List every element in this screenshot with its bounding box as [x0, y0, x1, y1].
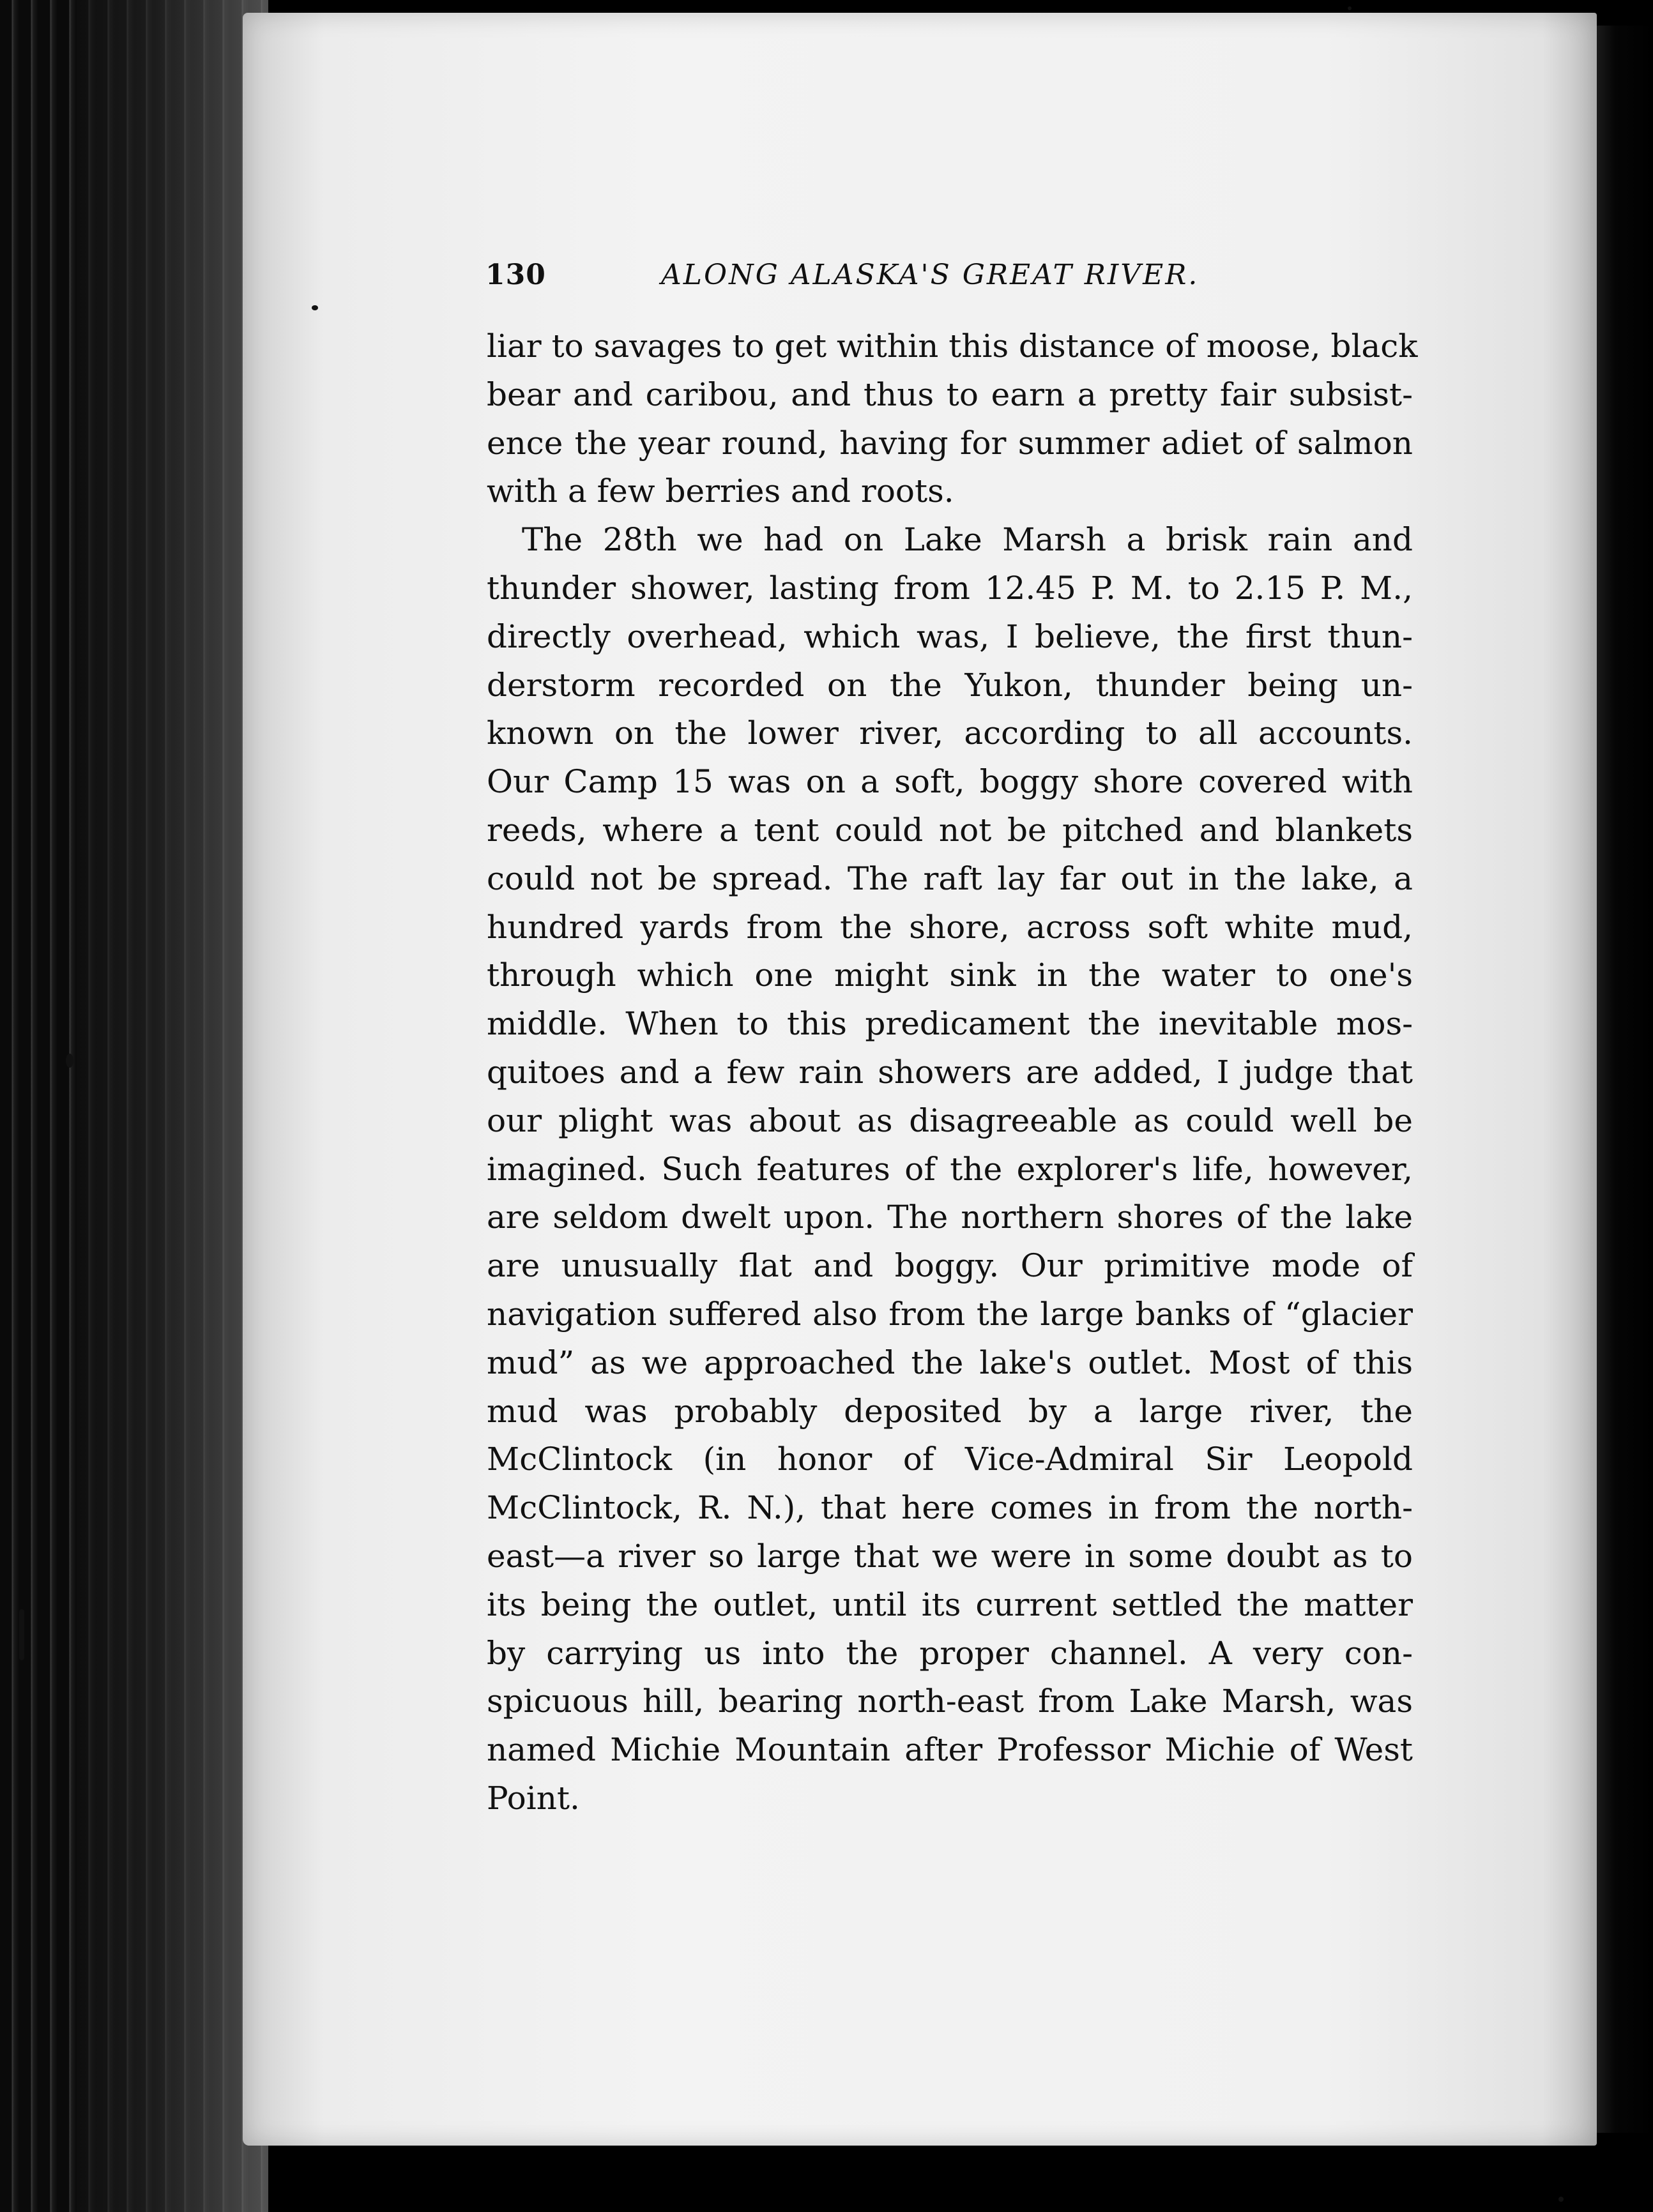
text-line: by carrying us into the proper channel. A very con- — [487, 1634, 1413, 1672]
text-line: our plight was about as disagreeable as could well be — [487, 1102, 1413, 1139]
text-line: mud was probably deposited by a large river, the — [487, 1392, 1413, 1430]
text-line: navigation suffered also from the large banks of “glacier — [487, 1295, 1413, 1333]
text-line: could not be spread. The raft lay far out in the lake, a — [487, 860, 1413, 897]
text-line: with a few berries and roots. — [487, 473, 954, 510]
text-line: The 28th we had on Lake Marsh a brisk rain and — [522, 521, 1413, 559]
text-line: liar to savages to get within this distance of moose, black — [487, 328, 1418, 365]
scan-speck — [1348, 6, 1352, 10]
page-number: 130 — [485, 259, 546, 291]
text-line: Point. — [487, 1779, 580, 1817]
text-line: McClintock, R. N.), that here comes in from the north- — [487, 1489, 1413, 1527]
text-line: Our Camp 15 was on a soft, boggy shore covered with — [487, 763, 1413, 801]
text-line: known on the lower river, according to all accounts. — [487, 715, 1413, 752]
text-line: imagined. Such features of the explorer's life, however, — [487, 1150, 1413, 1188]
text-line: spicuous hill, bearing north-east from Lake Marsh, was — [487, 1683, 1413, 1720]
text-line: through which one might sink in the water to one's — [487, 957, 1413, 994]
text-line: east—a river so large that we were in some doubt as to — [487, 1537, 1413, 1575]
scan-speck — [312, 305, 318, 310]
text-line: McClintock (in honor of Vice-Admiral Sir Leopold — [487, 1441, 1413, 1478]
text-line: directly overhead, which was, I believe, the first thun- — [487, 617, 1413, 655]
text-line: mud” as we approached the lake's outlet. Most of this — [487, 1344, 1413, 1381]
page-edge-stack — [0, 0, 268, 2212]
text-line: its being the outlet, until its current settled the matter — [487, 1586, 1413, 1623]
text-line: are unusually flat and boggy. Our primitive mode of — [487, 1247, 1413, 1285]
text-line: are seldom dwelt upon. The northern shores of the lake — [487, 1199, 1413, 1236]
text-line: ence the year round, having for summer adiet of salmon — [487, 424, 1413, 462]
scan-speck — [1558, 2197, 1564, 2202]
running-title: ALONG ALASKA'S GREAT RIVER. — [661, 259, 1200, 291]
body-text — [487, 322, 1418, 1823]
text-line: middle. When to this predicament the inevitable mos- — [487, 1005, 1413, 1043]
text-line: reeds, where a tent could not be pitched and blankets — [487, 811, 1413, 849]
text-line: bear and caribou, and thus to earn a pretty fair subsist- — [487, 375, 1413, 413]
scan-speck — [19, 1609, 24, 1660]
scan-speck — [66, 1054, 73, 1068]
text-line: derstorm recorded on the Yukon, thunder being un- — [487, 666, 1413, 704]
right-page-edge — [1590, 26, 1653, 2133]
running-head — [485, 259, 1252, 297]
text-line: named Michie Mountain after Professor Michie of West — [487, 1731, 1413, 1769]
text-line: hundred yards from the shore, across soft white mud, — [487, 908, 1413, 946]
text-line: thunder shower, lasting from 12.45 P. M. to 2.15 P. M., — [487, 569, 1413, 607]
text-line: quitoes and a few rain showers are added, I judge that — [487, 1053, 1413, 1091]
